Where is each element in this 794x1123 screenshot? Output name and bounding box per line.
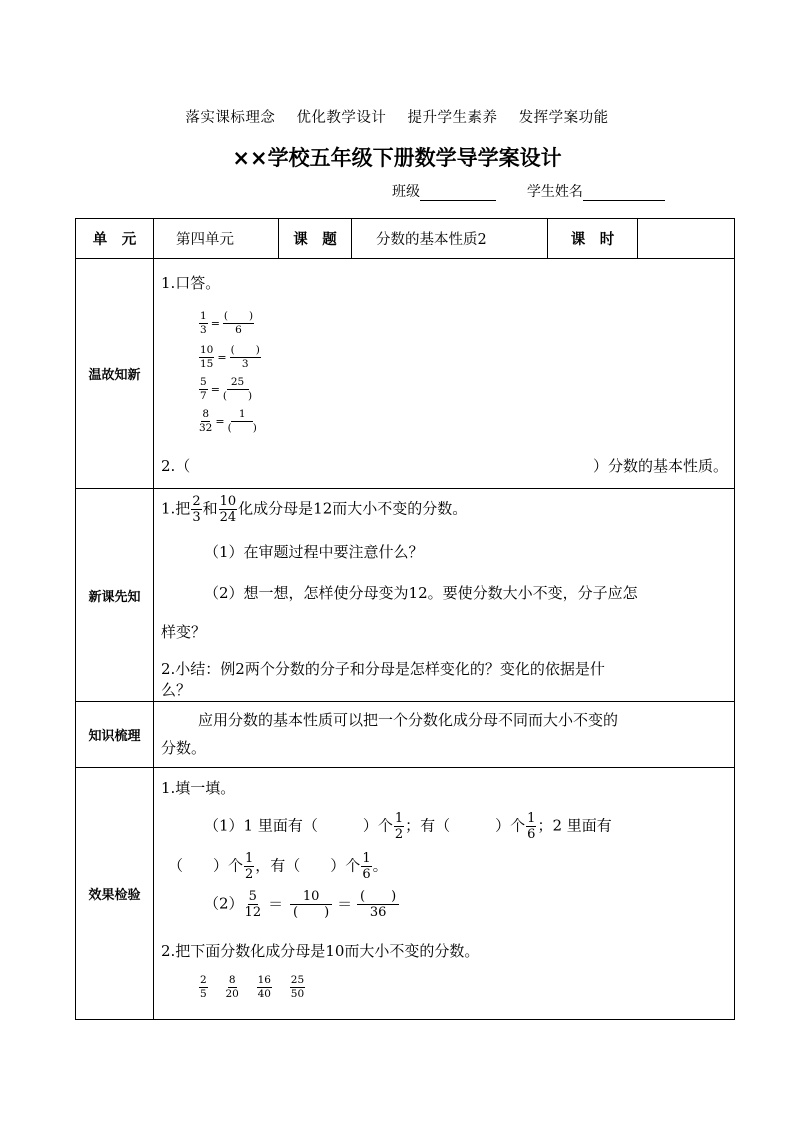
check-q1: 1.填一填。 — [161, 779, 236, 797]
motto-line — [0, 106, 794, 127]
preview-q1: 1.把 $\frac{2}{3}$ 和 $\frac{10}{24}$ 化成分母是12而大小不变的分数。 — [161, 494, 468, 525]
review-q2-end: ）分数的基本性质。 — [592, 457, 728, 475]
check-q2: 2.把下面分数化成分母是10而大小不变的分数。 — [161, 942, 480, 960]
unit-label: 单 元 — [76, 219, 154, 259]
equation-2: $\frac{10}{15}$ = $\frac{( )}{3}$ — [200, 344, 260, 370]
period-value — [638, 219, 735, 259]
preview-sub1: （1）在审题过程中要注意什么？ — [204, 543, 424, 561]
check-p1-line2: （ ）个 $\frac{1}{2}$ ，有（ ）个 $\frac{1}{6}$ 。 — [168, 851, 388, 882]
preview-sub2-a: （2）想一想，怎样使分母变为12。要使分数大小不变，分子应怎 — [204, 584, 638, 602]
equation-4: $\frac{8}{32}$ = $\frac{1}{( )}$ — [199, 408, 257, 434]
fraction-item: $\frac{2}{5}$ — [200, 974, 207, 1000]
preview-q2-b: 么？ — [161, 681, 192, 699]
lesson-table — [75, 218, 735, 1020]
knowledge-line-2: 分数。 — [161, 739, 207, 757]
motto-item: 优化教学设计 — [296, 110, 387, 126]
check-row — [76, 768, 735, 1020]
motto-item: 落实课标理念 — [185, 110, 276, 126]
knowledge-line-1: 应用分数的基本性质可以把一个分数化成分母不同而大小不变的 — [198, 711, 619, 729]
page-title: ××学校五年级下册数学导学案设计 — [232, 146, 562, 170]
preview-label: 新课先知 — [76, 489, 154, 702]
review-row — [76, 259, 735, 489]
fraction-item: $\frac{8}{20}$ — [225, 974, 239, 1000]
table-header-row — [76, 219, 735, 259]
check-label: 效果检验 — [76, 768, 154, 1020]
topic-label: 课 题 — [279, 219, 352, 259]
preview-q2-a: 2.小结：例2两个分数的分子和分母是怎样变化的？变化的依据是什 — [161, 660, 605, 678]
student-name-field[interactable] — [583, 186, 665, 201]
check-content — [154, 768, 735, 1020]
preview-sub2-b: 样变？ — [161, 623, 207, 641]
unit-value: 第四单元 — [154, 219, 279, 259]
check-p2: （2） $\frac{5}{12}$ ＝ $\frac{10}{( )}$ ＝ $\frac{( )}{36}$ — [204, 890, 400, 919]
fraction-list — [198, 975, 306, 999]
class-label: 班级 — [392, 184, 420, 200]
period-label: 课 时 — [548, 219, 638, 259]
review-content — [154, 259, 735, 489]
knowledge-label: 知识梳理 — [76, 702, 154, 768]
fraction-item: $\frac{25}{50}$ — [290, 974, 305, 1000]
student-name-label: 学生姓名 — [526, 184, 583, 200]
review-label: 温故知新 — [76, 259, 154, 489]
motto-item: 提升学生素养 — [407, 110, 498, 126]
check-p1-line1: （1）1 里面有（ ）个 $\frac{1}{2}$ ；有（ ）个 $\frac{1}{6}$ ；2 里面有 — [204, 811, 612, 842]
knowledge-row — [76, 702, 735, 768]
fraction-item: $\frac{16}{40}$ — [257, 974, 271, 1000]
equation-3: $\frac{5}{7}$ = $\frac{25}{( )}$ — [200, 376, 253, 402]
motto-item: 发挥学案功能 — [518, 110, 609, 126]
preview-row — [76, 489, 735, 702]
preview-content — [154, 489, 735, 702]
class-field[interactable] — [420, 186, 496, 201]
knowledge-content — [154, 702, 735, 768]
review-q1: 1.口答。 — [161, 274, 221, 292]
topic-value: 分数的基本性质2 — [352, 219, 548, 259]
student-info — [392, 181, 665, 201]
review-q2-start: 2.（ — [161, 457, 191, 475]
equation-1: $\frac{1}{3}$ = $\frac{( )}{6}$ — [200, 310, 254, 336]
